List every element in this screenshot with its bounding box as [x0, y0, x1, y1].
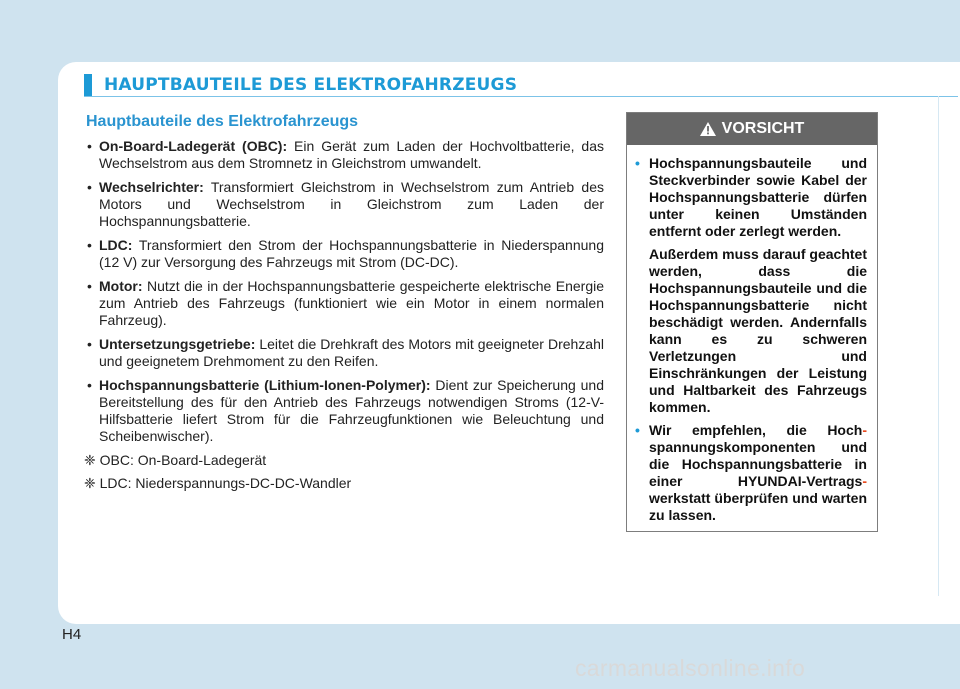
item-text: Leitet die Drehkraft des Motors mit geeigneter Drehzahl und geeignetem Drehmoment zu den Reifen. — [99, 336, 604, 369]
watermark: carmanualsonline.info — [575, 655, 806, 681]
warning-item-text-c: werkstatt überprüfen und warten zu lassen. — [649, 490, 867, 523]
list-item — [84, 278, 604, 329]
item-term: Motor: — [99, 278, 143, 294]
footnote-ldc: ❈ LDC: Niederspannungs-DC-DC-Wandler — [84, 475, 352, 491]
warning-item — [635, 422, 867, 524]
warning-paragraph: Außerdem muss darauf geachtet werden, dass die Hochspannungsbauteile und die Hochspannungsbatterie nicht beschädigt werden. Andernfalls kann es zu schweren Verletzungen und Einschränkungen der Leistung und Haltbarkeit des Fahrzeugs kommen. — [649, 246, 867, 415]
list-item — [84, 138, 604, 172]
list-item — [84, 377, 604, 445]
bullet-icon: • — [87, 179, 92, 195]
bullet-icon: • — [87, 138, 92, 154]
warning-item-text-b: spannungskomponenten und die Hochspannungsbatterie in einer HYUNDAI-Vertrags — [649, 439, 867, 489]
bullet-icon: • — [635, 155, 640, 171]
hyphen-mark: - — [862, 422, 867, 438]
footnote-obc: ❈ OBC: On-Board-Ladegerät — [84, 452, 267, 468]
item-text: Dient zur Speicherung und Bereitstellung des für den Antrieb des Fahrzeugs notwendigen Stroms (12-V-Hilfsbatterie liefert Strom für die Fahrzeugfunktionen wie Beleuchtung und Scheibenwischer). — [99, 377, 604, 444]
bullet-icon: • — [87, 377, 92, 393]
main-content — [84, 112, 604, 498]
item-term: Hochspannungsbatterie (Lithium-Ionen-Polymer): — [99, 377, 431, 393]
item-text: Nutzt die in der Hochspannungsbatterie gespeicherte elektrische Energie zum Antrieb des Fahrzeugs (funktioniert wie ein Motor in einem normalen Fahrzeug). — [99, 278, 604, 328]
list-item — [84, 237, 604, 271]
warning-body — [627, 145, 877, 524]
title-divider — [84, 96, 958, 97]
item-term: Wechselrichter: — [99, 179, 204, 195]
page-number: H4 — [62, 626, 82, 643]
bullet-icon: • — [87, 237, 92, 253]
item-text: Transformiert Gleichstrom in Wechselstrom zum Antrieb des Motors und Wechselstrom in Gleichstrom zum Laden der Hochspannungsbatterie. — [99, 179, 604, 229]
item-term: LDC: — [99, 237, 133, 253]
item-term: On-Board-Ladegerät (OBC): — [99, 138, 288, 154]
bullet-icon: • — [87, 278, 92, 294]
item-text: Ein Gerät zum Laden der Hochvoltbatterie, das Wechselstrom aus dem Stromnetz in Gleichstrom umwandelt. — [99, 138, 604, 171]
warning-triangle-icon — [700, 122, 716, 136]
list-item — [84, 336, 604, 370]
warning-item — [635, 155, 867, 240]
warning-title: VORSICHT — [721, 120, 805, 137]
bullet-icon: • — [87, 336, 92, 352]
section-title: HAUPTBAUTEILE DES ELEKTROFAHRZEUGS — [84, 74, 517, 96]
list-item — [84, 179, 604, 230]
warning-item-text: Hochspannungsbauteile und Steckverbinder sowie Kabel der Hochspannungsbatterie dürfen unter keinen Umständen entfernt oder zerlegt werden. — [649, 155, 867, 239]
item-term: Untersetzungsgetriebe: — [99, 336, 256, 352]
item-text: Transformiert den Strom der Hochspannungsbatterie in Niederspannung (12 V) zur Versorgung des Fahrzeugs mit Strom (DC-DC). — [99, 237, 604, 270]
warning-box — [626, 112, 878, 532]
hyphen-mark: - — [862, 473, 867, 489]
warning-item-text-a: Wir empfehlen, die Hoch — [649, 422, 863, 438]
margin-guide — [938, 96, 939, 596]
warning-header — [627, 113, 877, 145]
bullet-icon: • — [635, 422, 640, 438]
subsection-heading: Hauptbauteile des Elektrofahrzeugs — [86, 113, 359, 130]
